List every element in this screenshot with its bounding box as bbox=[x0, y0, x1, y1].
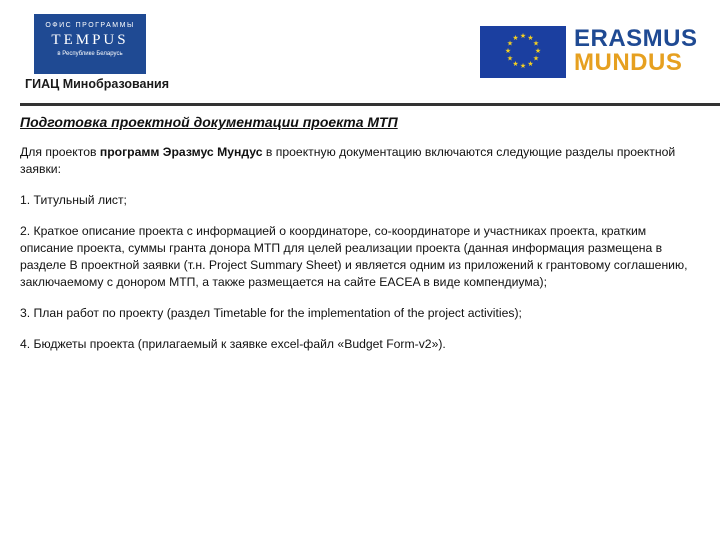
tempus-logo-top: ОФИС ПРОГРАММЫ bbox=[45, 22, 135, 29]
org-name: ГИАЦ Минобразования bbox=[25, 77, 169, 91]
list-item-2: 2. Краткое описание проекта с информацией о координаторе, со-координаторе и участниках проекта, кратким описание проекта, суммы гранта донора МТП для целей реализации проекта (данная информация размещена в разделе B проектной заявки (т.н. Project Summary Sheet) и является одним из приложений к грантовому соглашению, заключаемому с донором МТП, а также размещается на сайте EACEA в виде компендиума); bbox=[20, 224, 688, 289]
header bbox=[0, 0, 720, 100]
header-divider bbox=[20, 103, 720, 106]
svg-text:★: ★ bbox=[519, 32, 527, 40]
svg-text:★: ★ bbox=[512, 34, 519, 42]
svg-text:★: ★ bbox=[527, 34, 534, 42]
list-item-4: 4. Бюджеты проекта (прилагаемый к заявке excel-файл «Budget Form-v2»). bbox=[20, 337, 446, 351]
intro-after: в проектную документацию включаются следующие разделы проектной заявки: bbox=[20, 145, 676, 176]
erasmus-logo-line2: MUNDUS bbox=[574, 49, 683, 76]
eu-stars-icon bbox=[480, 26, 566, 78]
svg-text:★: ★ bbox=[532, 39, 540, 48]
svg-text:★: ★ bbox=[519, 62, 527, 70]
tempus-logo-main: TEMPUS bbox=[51, 32, 129, 48]
erasmus-mundus-logo bbox=[574, 27, 698, 75]
tempus-logo bbox=[34, 14, 146, 74]
page-title: Подготовка проектной документации проекта МТП bbox=[20, 114, 398, 130]
list-item-1: 1. Титульный лист; bbox=[20, 193, 127, 207]
eu-flag-icon bbox=[480, 26, 566, 78]
svg-text:★: ★ bbox=[532, 54, 540, 63]
intro-paragraph bbox=[20, 144, 700, 178]
svg-text:★: ★ bbox=[506, 39, 514, 48]
svg-text:★: ★ bbox=[512, 60, 519, 68]
tempus-logo-sub: в Республике Беларусь bbox=[57, 51, 123, 57]
content-body bbox=[20, 144, 700, 367]
svg-text:★: ★ bbox=[506, 54, 514, 63]
svg-text:★: ★ bbox=[504, 47, 512, 55]
list-item-3: 3. План работ по проекту (раздел Timetable for the implementation of the project activities); bbox=[20, 306, 522, 320]
intro-before: Для проектов bbox=[20, 145, 100, 159]
intro-bold: программ Эразмус Мундус bbox=[99, 145, 263, 159]
erasmus-logo-line1: ERASMUS bbox=[574, 25, 698, 52]
svg-text:★: ★ bbox=[527, 60, 534, 68]
svg-text:★: ★ bbox=[534, 47, 542, 55]
